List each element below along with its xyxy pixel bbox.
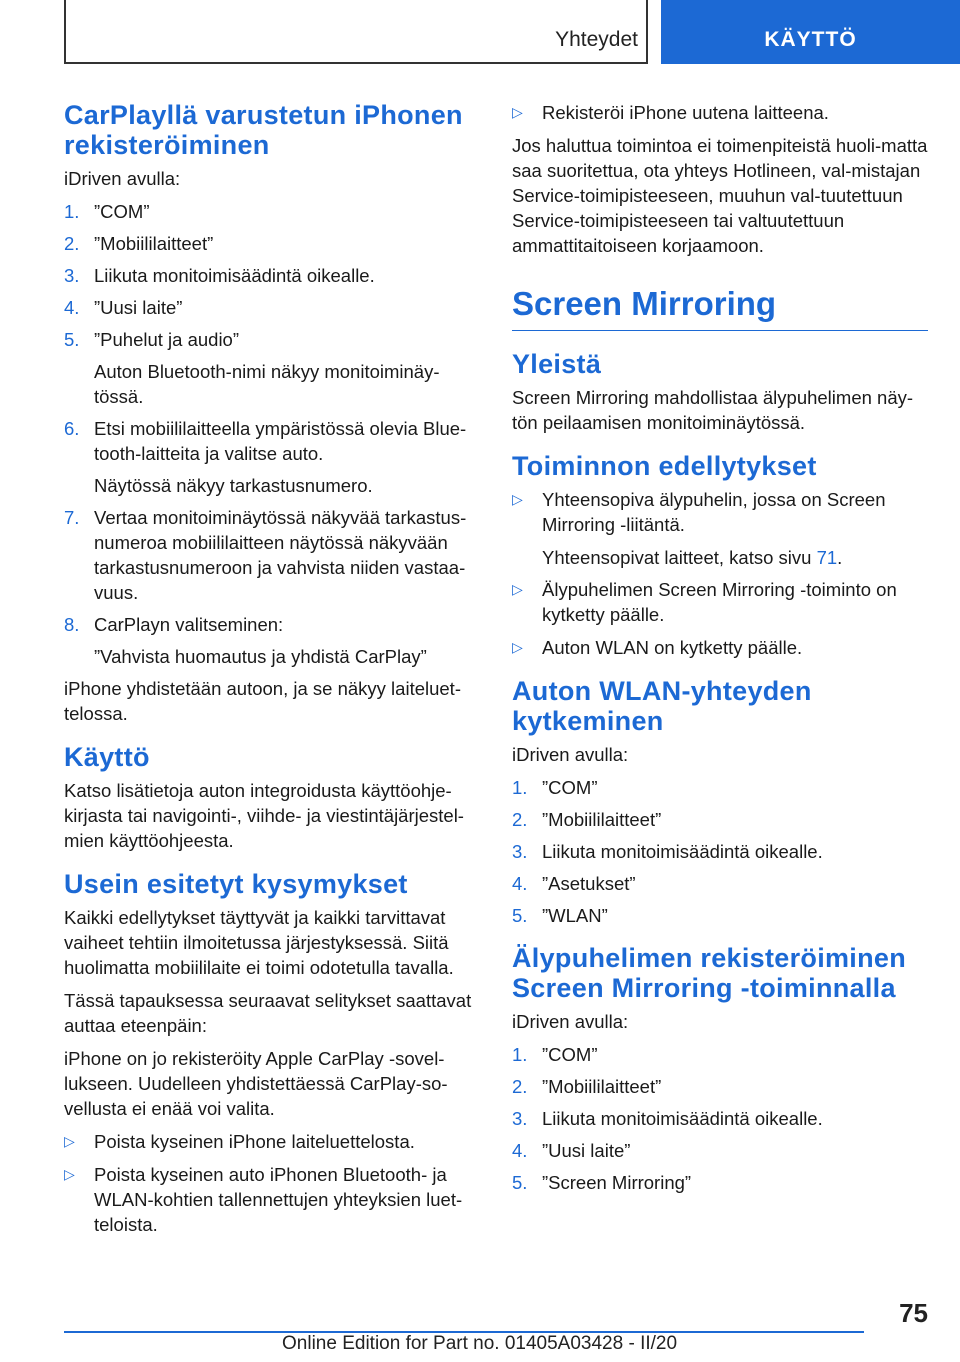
page-number: 75	[899, 1298, 928, 1328]
triangle-bullet-icon: ▷	[512, 639, 523, 655]
bullet-item: ▷ Poista kyseinen iPhone laiteluettelosta.	[64, 1131, 415, 1152]
heading-use: Käyttö	[64, 742, 150, 772]
header-section-title: Yhteydet	[555, 28, 638, 51]
step-item: 1. ”COM”	[512, 1044, 598, 1065]
bullet-item: ▷ Yhteensopiva älypuhelin, jossa on Screen Mirroring -liitäntä.	[512, 489, 886, 535]
heading-register-mirroring: Älypuhelimen rekisteröiminen Screen Mirroring -toiminnalla	[512, 943, 907, 1003]
bullet-subtext: Yhteensopivat laitteet, katso sivu 71.	[542, 547, 843, 568]
step-item: 1. ”COM”	[512, 777, 598, 798]
step-item: 8. CarPlayn valitseminen:	[64, 614, 284, 635]
bullet-item: ▷ Auton WLAN on kytketty päälle.	[512, 637, 803, 658]
step-item: 4. ”Uusi laite”	[64, 297, 183, 318]
faq-paragraph: iPhone on jo rekisteröity Apple CarPlay -sovel-lukseen. Uudelleen yhdistettäessä CarPlay-so-vellusta ei enää voi valita.	[64, 1048, 448, 1119]
triangle-bullet-icon: ▷	[64, 1133, 75, 1149]
bullet-item: ▷ Poista kyseinen auto iPhonen Bluetooth- ja WLAN-kohtien tallennettujen yhteyksien luet-teloista.	[64, 1164, 463, 1235]
bullet-item: ▷ Älypuhelimen Screen Mirroring -toiminto on kytketty päälle.	[512, 579, 897, 625]
step-item: 2. ”Mobiililaitteet”	[512, 809, 662, 830]
faq-paragraph: Kaikki edellytykset täyttyvät ja kaikki tarvittavat vaiheet tehtiin ilmoitetussa järjestyksessä. Siitä huolimatta mobiililaite ei toimi odotetulla tavalla.	[64, 907, 454, 978]
step-item: 4. ”Asetukset”	[512, 873, 636, 894]
heading-general: Yleistä	[512, 349, 602, 379]
left-column	[64, 100, 480, 1245]
idrive-intro: iDriven avulla:	[64, 168, 181, 189]
use-paragraph: Katso lisätietoja auton integroidusta käyttöohje-kirjasta tai navigointi-, viihde- ja viestintäjärjestel-mien käyttöohjeesta.	[64, 780, 464, 851]
step-subtext: Näytössä näkyy tarkastusnumero.	[94, 475, 373, 496]
step-item: 3. Liikuta monitoimisäädintä oikealle.	[64, 265, 375, 286]
bullet-item: ▷ Rekisteröi iPhone uutena laitteena.	[512, 102, 829, 123]
faq-paragraph: Tässä tapauksessa seuraavat selitykset saattavat auttaa eteenpäin:	[64, 990, 472, 1036]
heading-screen-mirroring: Screen Mirroring	[512, 284, 928, 331]
heading-carplay-registration: CarPlayllä varustetun iPhonen rekisteröiminen	[64, 100, 463, 160]
triangle-bullet-icon: ▷	[512, 104, 523, 120]
heading-prerequisites: Toiminnon edellytykset	[512, 451, 817, 481]
header-chapter-title: KÄYTTÖ	[764, 28, 857, 51]
heading-wlan: Auton WLAN-yhteyden kytkeminen	[512, 676, 812, 736]
step-item: 3. Liikuta monitoimisäädintä oikealle.	[512, 1108, 823, 1129]
step-item: 2. ”Mobiililaitteet”	[64, 233, 214, 254]
heading-faq: Usein esitetyt kysymykset	[64, 869, 408, 899]
step-item: 4. ”Uusi laite”	[512, 1140, 631, 1161]
footer-edition: Online Edition for Part no. 01405A03428 - II/20	[282, 1333, 678, 1354]
page-reference-link[interactable]: 71	[816, 547, 838, 568]
step-subtext: ”Vahvista huomautus ja yhdistä CarPlay”	[94, 646, 427, 667]
triangle-bullet-icon: ▷	[512, 581, 523, 597]
step-item: 3. Liikuta monitoimisäädintä oikealle.	[512, 841, 823, 862]
step-item: 5. ”Screen Mirroring”	[512, 1172, 692, 1193]
step-item: 5. ”Puhelut ja audio”	[64, 329, 240, 350]
triangle-bullet-icon: ▷	[512, 491, 523, 507]
idrive-intro: iDriven avulla:	[512, 1011, 629, 1032]
hotline-paragraph: Jos haluttua toimintoa ei toimenpiteistä huoli-matta saa suoritettua, ota yhteys Hotlineen, val-mistajan Service-toimipisteeseen, muuhun val-tuutettuun Service-toimipisteeseen tai valtuutettuun ammattitaitoiseen korjaamoon.	[512, 135, 928, 256]
step-item: 1. ”COM”	[64, 201, 150, 222]
step-item: 2. ”Mobiililaitteet”	[512, 1076, 662, 1097]
idrive-intro: iDriven avulla:	[512, 744, 629, 765]
step-item: 6. Etsi mobiililaitteella ympäristössä olevia Blue-tooth-laitteita ja valitse auto.	[64, 418, 467, 464]
general-paragraph: Screen Mirroring mahdollistaa älypuhelimen näy-tön peilaamisen monitoiminäytössä.	[512, 387, 914, 433]
connected-note: iPhone yhdistetään autoon, ja se näkyy laiteluet-telossa.	[64, 678, 461, 724]
header-chapter-tab	[661, 0, 960, 64]
triangle-bullet-icon: ▷	[64, 1166, 75, 1182]
header-section-box	[64, 0, 648, 64]
step-item: 7. Vertaa monitoiminäytössä näkyvää tarkastus-numeroa mobiililaitteen näytössä näkyvään tarkastusnumeroon ja vahvista niiden vastaa-vuus.	[64, 507, 467, 603]
step-subtext: Auton Bluetooth-nimi näkyy monitoiminäy-tössä.	[94, 361, 440, 407]
right-column	[512, 100, 928, 1202]
step-item: 5. ”WLAN”	[512, 905, 608, 926]
